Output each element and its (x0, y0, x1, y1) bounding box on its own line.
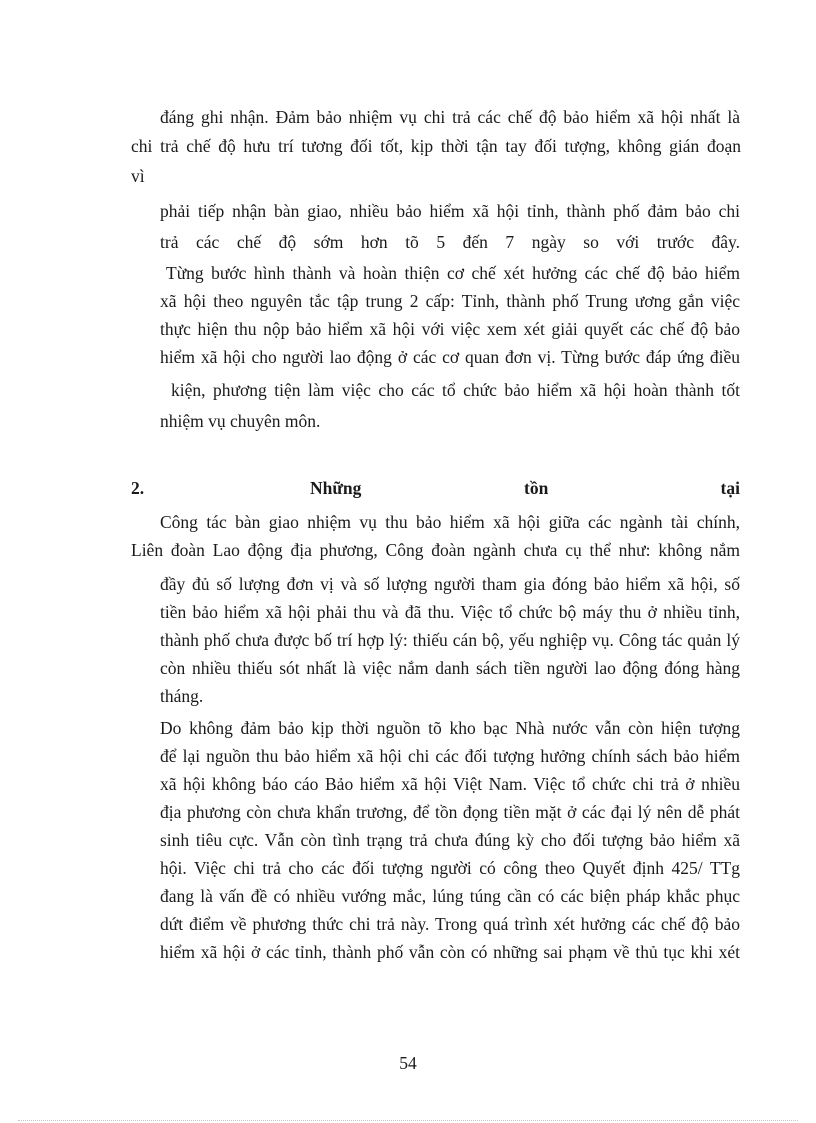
text-line: tháng. (160, 686, 204, 706)
text-line: tiền bảo hiểm xã hội phải thu và đã thu. Việc tổ chức bộ máy thu ở nhiều tỉnh, (160, 602, 740, 622)
text-line: Do không đảm bảo kịp thời nguồn tõ kho bạc Nhà nước vẫn còn hiện tượng (160, 718, 740, 738)
text-line: hiểm xã hội cho người lao động ở các cơ quan đơn vị. Từng bước đáp ứng điều (160, 347, 740, 367)
text-line: hiểm xã hội ở các tỉnh, thành phố vẫn còn có những sai phạm về thủ tục khi xét (160, 942, 740, 962)
text-line: Từng bước hình thành và hoàn thiện cơ chế xét hưởng các chế độ bảo hiểm (166, 263, 740, 283)
text-line: Công tác bàn giao nhiệm vụ thu bảo hiểm xã hội giữa các ngành tài chính, (160, 512, 740, 532)
text-line: đáng ghi nhận. Đảm bảo nhiệm vụ chi trả các chế độ bảo hiểm xã hội nhất là (160, 107, 740, 127)
text-line: đầy đủ số lượng đơn vị và số lượng người tham gia đóng bảo hiểm xã hội, số (160, 574, 740, 594)
text-line: xã hội theo nguyên tắc tập trung 2 cấp: Tỉnh, thành phố Trung ương gắn việc (160, 291, 740, 311)
text-line: thực hiện thu nộp bảo hiểm xã hội với việc xem xét giải quyết các chế độ bảo (160, 319, 740, 339)
text-line: dứt điểm về phương thức chi trả này. Trong quá trình xét hưởng các chế độ bảo (160, 914, 740, 934)
page-bottom-border (18, 1120, 798, 1121)
text-line: đang là vấn đề có nhiều vướng mắc, lúng túng cần có các biện pháp khắc phục (160, 886, 740, 906)
text-line: vì (131, 166, 145, 186)
text-line: chi trả chế độ hưu trí tương đối tốt, kịp thời tận tay đối tượng, không gián đoạn (131, 136, 741, 156)
text-line: thành phố chưa được bố trí hợp lý: thiếu cán bộ, yếu nghiệp vụ. Công tác quản lý (160, 630, 740, 650)
text-line: trả các chế độ sớm hơn tõ 5 đến 7 ngày so với trước đây. (160, 232, 740, 252)
text-line: kiện, phương tiện làm việc cho các tổ chức bảo hiểm xã hội hoàn thành tốt (171, 380, 740, 400)
text-line: còn nhiều thiếu sót nhất là việc nắm danh sách tiền người lao động đóng hàng (160, 658, 740, 678)
text-line: xã hội không báo cáo Bảo hiểm xã hội Việt Nam. Việc tổ chức chi trả ở nhiều (160, 774, 740, 794)
text-line: địa phương còn chưa khẩn trương, để tồn đọng tiền mặt ở các đại lý nên dễ phát (160, 802, 740, 822)
text-line: Liên đoàn Lao động địa phương, Công đoàn ngành chưa cụ thể như: không nắm (131, 540, 740, 560)
text-line: hội. Việc chi trả cho các đối tượng người có công theo Quyết định 425/ TTg (160, 858, 740, 878)
heading-word: tồn (524, 478, 549, 498)
text-line: sinh tiêu cực. Vẫn còn tình trạng trả chưa đúng kỳ cho đối tượng bảo hiểm xã (160, 830, 740, 850)
text-line: phải tiếp nhận bàn giao, nhiều bảo hiểm xã hội tỉnh, thành phố đảm bảo chi (160, 201, 740, 221)
heading-number: 2. (131, 478, 145, 498)
page-number: 54 (399, 1053, 417, 1073)
text-line: nhiệm vụ chuyên môn. (160, 411, 321, 431)
text-line: để lại nguồn thu bảo hiểm xã hội chi các đối tượng hưởng chính sách bảo hiểm (160, 746, 740, 766)
heading-word: Những (310, 478, 362, 498)
heading-word: tại (720, 478, 740, 498)
